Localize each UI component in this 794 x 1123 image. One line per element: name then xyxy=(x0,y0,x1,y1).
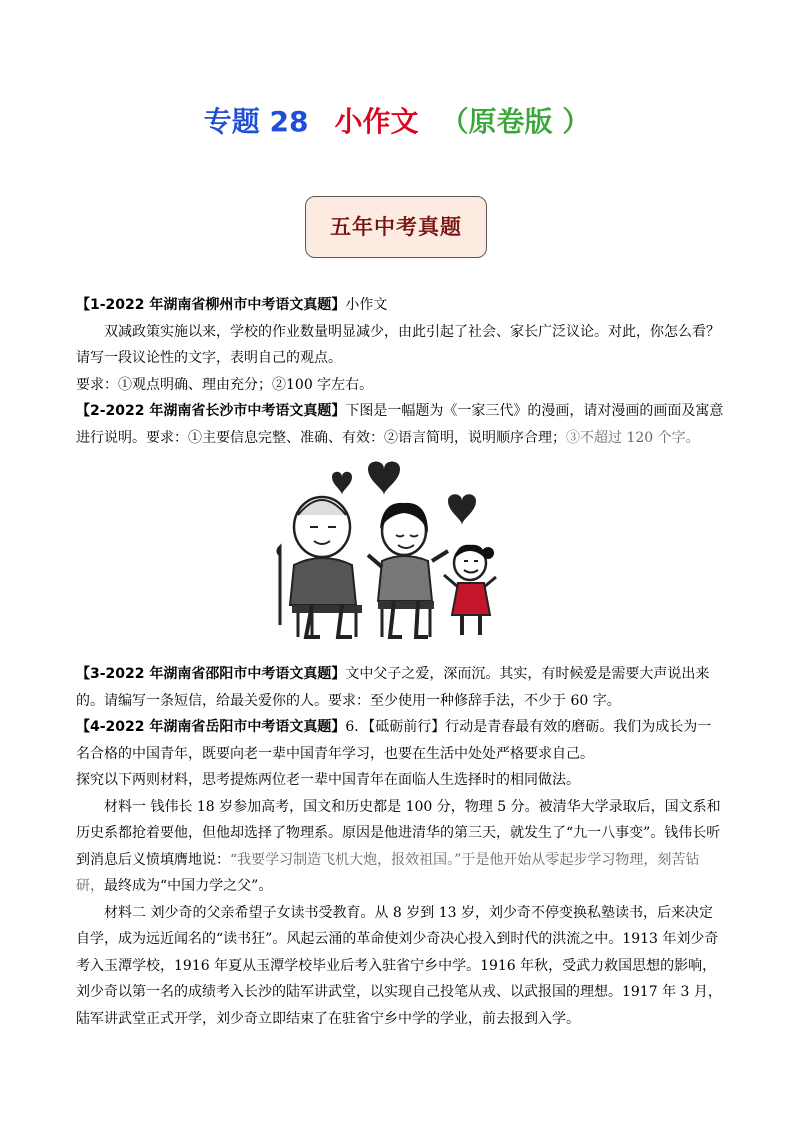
heart-icon xyxy=(332,472,352,495)
family-cartoon-illustration xyxy=(272,455,512,645)
q3-body: 文中父子之爱，深而沉。其实，有时候爱是需要大声说出来的。请编写一条短信，给最关爱你的人。要求：至少使用一种修辞手法，不少于 60 字。 xyxy=(76,666,710,709)
q4-paragraph xyxy=(76,714,724,767)
section-label-box: 五年中考真题 xyxy=(305,196,487,258)
q3-source: 【3-2022 年湖南省邵阳市中考语文真题】 xyxy=(76,666,346,682)
q4-material-1 xyxy=(76,794,724,900)
q4-body: 6．【砥砺前行】行动是青春最有效的磨砺。我们为成长为一名合格的中国青年，既要向老一辈中国青年学习，也要在生活中处处严格要求自己。 xyxy=(76,719,712,762)
document-body xyxy=(76,292,724,1032)
q1-heading-line xyxy=(76,292,724,319)
q2-source: 【2-2022 年湖南省长沙市中考语文真题】 xyxy=(76,403,346,419)
title-topic-name: 小作文 xyxy=(334,105,419,138)
q3-paragraph xyxy=(76,661,724,714)
q4-m1-end: 最终成为“中国力学之父”。 xyxy=(104,878,273,894)
q1-requirement: 要求：①观点明确、理由充分；②100 字左右。 xyxy=(76,376,374,393)
q1-tag: 小作文 xyxy=(345,297,388,313)
q1-body: 双减政策实施以来，学校的作业数量明显减少，由此引起了社会、家长广泛议论。对此，你怎么看？请写一段议论性的文字，表明自己的观点。 xyxy=(76,323,720,366)
title-edition: （原卷版 ） xyxy=(440,105,591,138)
q1-source: 【1-2022 年湖南省柳州市中考语文真题】 xyxy=(76,297,346,313)
q4-intro: 探究以下两则材料，思考提炼两位老一辈中国青年在面临人生选择时的相同做法。 xyxy=(76,772,580,788)
q2-tail: ③不超过 120 个字。 xyxy=(566,429,700,446)
cartoon-area xyxy=(76,451,724,661)
q4-m1-text: 材料一 钱伟长 18 岁参加高考，国文和历史都是 100 分，物理 5 分。被清华大学录取后，国文系和历史系都抢着要他，但他却选择了物理系。原因是他进清华的第三天，就发生了“九一八事变”。钱伟长听到消息后义愤填膺地说： xyxy=(76,798,721,868)
q4-material-2: 材料二 刘少奇的父亲希望子女读书受教育。从 8 岁到 13 岁，刘少奇不停变换私塾读书，后来决定自学，成为远近闻名的“读书狂”。风起云涌的革命使刘少奇决心投入到时代的洪流之中。1913 年刘少奇考入玉潭学校，1916 年夏从玉潭学校毕业后考入驻省宁乡中学。1916 年秋，受武力救国思想的影响，刘少奇以第一名的成绩考入长沙的陆军讲武堂，以实现自己投笔从戎、以武报国的理想。1917 年 3 月，陆军讲武堂正式开学，刘少奇立即结束了在驻省宁乡中学的学业，前去报到入学。 xyxy=(76,904,722,1027)
heart-icon xyxy=(448,494,476,525)
q4-m1-quote: “我要学习制造飞机大炮，报效祖国。”于是他开始从零起步学习物理，刻苦钻研， xyxy=(76,851,700,894)
q4-source: 【4-2022 年湖南省岳阳市中考语文真题】 xyxy=(76,719,346,735)
q2-body: 下图是一幅题为《一家三代》的漫画，请对漫画的画面及寓意进行说明。要求：①主要信息完整、准确、有效：②语言简明，说明顺序合理； xyxy=(76,403,724,446)
title-topic-number: 专题 28 xyxy=(203,105,309,138)
q2-paragraph xyxy=(76,398,724,451)
heart-icon xyxy=(368,462,400,496)
page-title xyxy=(0,102,794,142)
